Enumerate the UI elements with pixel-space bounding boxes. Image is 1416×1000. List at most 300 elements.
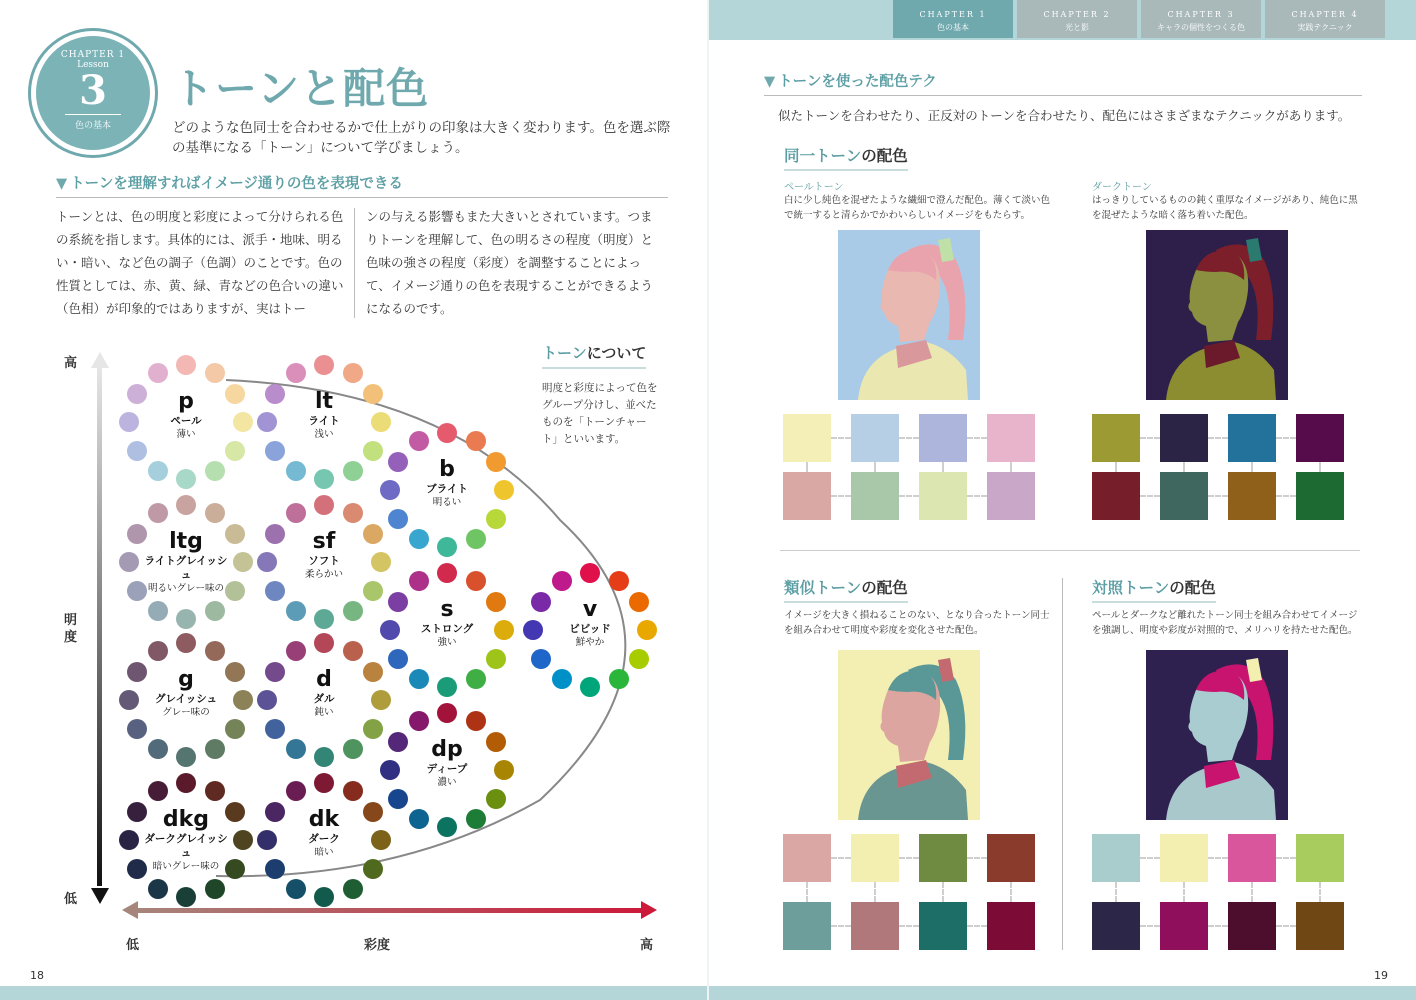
axis-x-label: 彩度	[364, 938, 391, 953]
tone-color-dot	[343, 601, 363, 621]
tone-color-dot	[466, 431, 486, 451]
tone-color-dot	[494, 760, 514, 780]
tone-color-dot	[580, 563, 600, 583]
tone-color-dot	[371, 552, 391, 572]
swatch-connector	[806, 882, 808, 902]
tone-color-dot	[314, 355, 334, 375]
tone-color-dot	[148, 739, 168, 759]
tone-name: ライト	[308, 415, 340, 427]
tone-color-dot	[371, 412, 391, 432]
dark-swatch-top-1	[1092, 414, 1140, 462]
swatch-connector	[806, 462, 808, 472]
similar-swatch-bottom-2	[851, 902, 899, 950]
brightness-axis	[90, 352, 110, 904]
tone-color-dot	[523, 620, 543, 640]
tone-color-dot	[225, 719, 245, 739]
swatch-connector	[1208, 437, 1228, 439]
tone-description: 鮮やか	[575, 637, 605, 648]
tone-color-dot	[205, 363, 225, 383]
tab-chapter-3[interactable]	[1141, 0, 1261, 38]
tone-name: ブライト	[426, 483, 468, 495]
swatch-connector	[967, 857, 987, 859]
tone-color-dot	[486, 509, 506, 529]
tone-description: 暗い	[314, 847, 334, 858]
body-column-2: ンの与える影響もまた大きいとされています。つまりトーンを理解して、色の明るさの程度（明度）と色味の強さの程度（彩度）を調整することによって、イメージ通りの色を表現することができるようになるのです。	[366, 209, 654, 316]
tone-name: ディープ	[426, 763, 468, 775]
same-tone-title-highlight: 同一トーン	[784, 147, 862, 165]
tab-chapter-label: CHAPTER 1	[919, 10, 987, 19]
pale-swatch-bottom-4	[987, 472, 1035, 520]
tone-color-dot	[233, 830, 253, 850]
tone-color-dot	[552, 571, 572, 591]
contrast-swatch-top-1	[1092, 834, 1140, 882]
contrast-swatch-bottom-1	[1092, 902, 1140, 950]
vertical-divider	[1062, 578, 1063, 950]
similar-swatch-top-1	[783, 834, 831, 882]
badge-label: 色の基本	[65, 114, 121, 131]
tone-color-dot	[388, 789, 408, 809]
page-title: トーンと配色	[172, 64, 430, 113]
tone-color-dot	[176, 773, 196, 793]
tone-color-dot	[205, 781, 225, 801]
tab-title: 色の基本	[937, 23, 969, 32]
swatch-connector	[1115, 462, 1117, 472]
tone-color-dot	[380, 480, 400, 500]
tone-color-dot	[176, 469, 196, 489]
tone-color-dot	[314, 495, 334, 515]
badge-number: 3	[79, 67, 107, 114]
tone-color-dot	[343, 641, 363, 661]
swatch-connector	[1276, 925, 1296, 927]
tone-description: 明るいグレー味の	[147, 583, 224, 594]
swatch-connector	[899, 925, 919, 927]
tone-color-dot	[437, 537, 457, 557]
tone-color-dot	[225, 441, 245, 461]
contrast-tone-illustration	[1146, 650, 1288, 820]
tone-color-dot	[388, 509, 408, 529]
tab-title: 実践テクニック	[1297, 23, 1353, 32]
dark-swatch-top-4	[1296, 414, 1344, 462]
tone-description: 柔らかい	[304, 569, 343, 580]
tone-label-lt	[278, 390, 370, 441]
axis-y-high: 高	[64, 356, 78, 371]
similar-swatch-top-3	[919, 834, 967, 882]
same-tone-title	[784, 144, 908, 171]
similar-tone-illustration	[838, 650, 980, 820]
section-heading-right	[764, 70, 1362, 96]
contrast-tone-title-highlight: 対照トーン	[1092, 579, 1170, 597]
tone-color-dot	[205, 641, 225, 661]
dark-swatch-top-3	[1228, 414, 1276, 462]
saturation-axis	[122, 900, 657, 922]
tone-color-dot	[233, 412, 253, 432]
swatch-connector	[831, 495, 851, 497]
about-title-rest: について	[586, 344, 647, 362]
tone-color-dot	[176, 633, 196, 653]
pale-tone-illustration	[838, 230, 980, 400]
tone-color-dot	[148, 879, 168, 899]
section-heading-text: トーンを使った配色テク	[778, 74, 937, 90]
tone-code: g	[178, 667, 194, 692]
tone-color-dot	[371, 690, 391, 710]
tone-color-dot	[409, 529, 429, 549]
tone-label-s	[401, 598, 493, 649]
swatch-connector	[1140, 925, 1160, 927]
pale-swatch-top-2	[851, 414, 899, 462]
contrast-tone-desc: ペールとダークなど離れたトーン同士を組み合わせてイメージを強調し、明度や彩度が対照的で、メリハリを持たせた配色。	[1092, 610, 1358, 636]
swatch-connector	[831, 857, 851, 859]
tone-color-dot	[437, 703, 457, 723]
tone-color-dot	[437, 423, 457, 443]
tone-color-dot	[314, 469, 334, 489]
dark-tone-desc: はっきりしているものの鈍く重厚なイメージがあり、純色に黒を混ぜたような暗く落ち着いた配色。	[1092, 195, 1358, 221]
tone-color-dot	[343, 461, 363, 481]
dark-tone-tag: ダークトーン	[1092, 182, 1152, 193]
swatch-connector	[942, 882, 944, 902]
tone-color-dot	[119, 552, 139, 572]
tone-name: ソフト	[308, 555, 340, 567]
tone-code: p	[178, 389, 194, 414]
lead-text: どのような色同士を合わせるかで仕上がりの印象は大きく変わります。色を選ぶ際の基準になる「トーン」について学びましょう。	[172, 120, 671, 156]
swatch-connector	[1276, 437, 1296, 439]
tone-color-dot	[343, 503, 363, 523]
tone-name: ビビッド	[569, 623, 611, 635]
pale-tone-desc: 白に少し純色を混ぜたような繊細で澄んだ配色。薄くて淡い色で統一すると清らかでかわいらしいイメージをもたらす。	[784, 195, 1051, 221]
tone-color-dot	[119, 830, 139, 850]
tone-color-dot	[466, 711, 486, 731]
tone-color-dot	[409, 669, 429, 689]
similar-tone-title	[784, 576, 908, 603]
tone-label-p	[140, 390, 232, 441]
tone-color-dot	[437, 563, 457, 583]
tone-color-dot	[119, 690, 139, 710]
swatch-connector	[1140, 495, 1160, 497]
tone-color-dot	[637, 620, 657, 640]
swatch-connector	[899, 857, 919, 859]
tone-color-dot	[314, 633, 334, 653]
pale-swatch-top-4	[987, 414, 1035, 462]
tone-color-dot	[437, 817, 457, 837]
tone-color-dot	[314, 773, 334, 793]
about-tone-body: 明度と彩度によって色をグループ分けし、並べたものを「トーンチャート」といいます。	[542, 382, 658, 445]
tone-color-dot	[257, 830, 277, 850]
chapter-tabs	[893, 0, 1389, 38]
pale-swatch-top-3	[919, 414, 967, 462]
tab-chapter-label: CHAPTER 2	[1043, 10, 1111, 19]
tone-color-dot	[257, 552, 277, 572]
tone-color-dot	[314, 609, 334, 629]
swatch-connector	[831, 437, 851, 439]
tone-label-dkg	[140, 808, 232, 873]
tone-color-dot	[205, 739, 225, 759]
dark-swatch-bottom-4	[1296, 472, 1344, 520]
tone-color-dot	[409, 571, 429, 591]
tone-code: v	[582, 597, 598, 622]
tone-name: ストロング	[420, 623, 474, 635]
tone-color-dot	[629, 649, 649, 669]
tone-color-dot	[552, 669, 572, 689]
tone-description: 暗いグレー味の	[152, 861, 220, 872]
tone-color-dot	[257, 412, 277, 432]
right-lead-text: 似たトーンを合わせたり、正反対のトーンを合わせたり、配色にはさまざまなテクニックがあります。	[778, 108, 1351, 123]
tone-code: lt	[314, 389, 334, 414]
triangle-icon: ▼	[764, 74, 776, 90]
tone-name: ダーク	[308, 833, 340, 845]
tone-color-dot	[437, 677, 457, 697]
tone-color-dot	[233, 690, 253, 710]
tone-color-dot	[494, 620, 514, 640]
tone-color-dot	[257, 690, 277, 710]
tone-color-dot	[343, 781, 363, 801]
pale-swatch-bottom-1	[783, 472, 831, 520]
tone-color-dot	[286, 781, 306, 801]
swatch-connector	[1319, 462, 1321, 472]
tone-code: ltg	[169, 529, 203, 554]
contrast-swatch-bottom-2	[1160, 902, 1208, 950]
tone-description: 鈍い	[314, 707, 334, 718]
tone-color-dot	[127, 719, 147, 739]
dark-swatch-top-2	[1160, 414, 1208, 462]
tone-label-dk	[278, 808, 370, 859]
horizontal-divider	[780, 550, 1360, 551]
tone-color-dot	[176, 609, 196, 629]
dark-swatch-bottom-2	[1160, 472, 1208, 520]
tone-name: ダークグレイッシュ	[144, 833, 228, 859]
swatch-connector	[1208, 857, 1228, 859]
contrast-swatch-bottom-3	[1228, 902, 1276, 950]
pale-swatch-top-1	[783, 414, 831, 462]
tone-color-dot	[466, 571, 486, 591]
body-column-1: トーンとは、色の明度と彩度によって分けられる色の系統を指します。具体的には、派手・地味、明るい・暗い、など色の調子（色調）のことです。色の性質としては、赤、黄、緑、青などの色合いの違い（色相）が印象的ではありますが、実はトー	[56, 209, 344, 316]
swatch-connector	[1183, 462, 1185, 472]
tone-color-dot	[265, 719, 285, 739]
swatch-connector	[874, 882, 876, 902]
dark-swatch-bottom-3	[1228, 472, 1276, 520]
tone-color-dot	[363, 581, 383, 601]
axis-x-high: 高	[640, 938, 654, 953]
tone-code: dp	[431, 737, 463, 762]
tone-color-dot	[148, 461, 168, 481]
tone-color-dot	[148, 601, 168, 621]
tone-color-dot	[205, 461, 225, 481]
tone-color-dot	[205, 503, 225, 523]
tone-label-g	[140, 668, 232, 719]
tab-chapter-label: CHAPTER 4	[1291, 10, 1359, 19]
tone-color-dot	[233, 552, 253, 572]
tone-code: sf	[312, 529, 336, 554]
tone-color-dot	[388, 649, 408, 669]
similar-swatch-bottom-3	[919, 902, 967, 950]
pale-tone-tag: ペールトーン	[784, 182, 844, 193]
contrast-swatch-top-4	[1296, 834, 1344, 882]
tone-color-dot	[265, 441, 285, 461]
swatch-connector	[967, 925, 987, 927]
tab-title: 光と影	[1065, 23, 1089, 32]
same-tone-title-rest: の配色	[861, 147, 908, 165]
about-tone-title	[542, 342, 646, 369]
tone-color-dot	[494, 480, 514, 500]
tone-color-dot	[380, 760, 400, 780]
similar-swatch-top-2	[851, 834, 899, 882]
similar-swatch-top-4	[987, 834, 1035, 882]
swatch-connector	[967, 437, 987, 439]
similar-tone-title-highlight: 類似トーン	[784, 579, 862, 597]
contrast-tone-title	[1092, 576, 1216, 603]
tone-code: dk	[308, 807, 340, 832]
tab-title: キャラの個性をつくる色	[1157, 23, 1245, 32]
page-number-right: 19	[1374, 969, 1388, 982]
tone-color-dot	[119, 412, 139, 432]
tone-name: ダル	[313, 693, 335, 705]
swatch-connector	[1251, 882, 1253, 902]
tone-label-b	[401, 458, 493, 509]
tone-color-dot	[314, 747, 334, 767]
tone-color-dot	[363, 441, 383, 461]
swatch-connector	[1319, 882, 1321, 902]
contrast-swatch-top-2	[1160, 834, 1208, 882]
tone-code: dkg	[162, 807, 210, 832]
tone-label-sf	[278, 530, 370, 581]
tone-description: 強い	[437, 637, 457, 648]
axis-arrow-down-icon	[91, 888, 109, 904]
tone-color-dot	[580, 677, 600, 697]
swatch-connector	[1208, 925, 1228, 927]
similar-swatch-bottom-1	[783, 902, 831, 950]
contrast-swatch-top-3	[1228, 834, 1276, 882]
about-title-highlight: トーン	[542, 344, 587, 362]
tab-chapter-4[interactable]	[1265, 0, 1385, 38]
pale-swatch-bottom-3	[919, 472, 967, 520]
pale-swatch-bottom-2	[851, 472, 899, 520]
tone-color-dot	[466, 529, 486, 549]
tone-color-dot	[371, 830, 391, 850]
tone-code: s	[440, 597, 454, 622]
tone-color-dot	[286, 461, 306, 481]
tone-color-dot	[466, 809, 486, 829]
tone-color-dot	[343, 363, 363, 383]
tone-color-dot	[486, 789, 506, 809]
tone-color-dot	[176, 747, 196, 767]
swatch-connector	[1140, 857, 1160, 859]
tone-color-dot	[286, 503, 306, 523]
tone-description: 明るい	[432, 497, 462, 508]
triangle-icon: ▼	[56, 176, 68, 192]
tone-color-dot	[176, 495, 196, 515]
swatch-connector	[874, 462, 876, 472]
tone-description: 浅い	[314, 429, 334, 440]
swatch-connector	[1208, 495, 1228, 497]
axis-arrow-right-icon	[641, 901, 657, 919]
tone-color-dot	[363, 719, 383, 739]
contrast-swatch-bottom-4	[1296, 902, 1344, 950]
swatch-connector	[1276, 495, 1296, 497]
tone-label-ltg	[140, 530, 232, 595]
brightness-axis-bar	[97, 366, 102, 886]
similar-tone-title-rest: の配色	[861, 579, 908, 597]
tone-code: d	[316, 667, 332, 692]
dark-tone-illustration	[1146, 230, 1288, 400]
tab-chapter-label: CHAPTER 3	[1167, 10, 1235, 19]
tone-color-dot	[286, 363, 306, 383]
swatch-connector	[1010, 882, 1012, 902]
tone-color-dot	[363, 859, 383, 879]
contrast-tone-title-rest: の配色	[1169, 579, 1216, 597]
dark-swatch-bottom-1	[1092, 472, 1140, 520]
badge-lesson: Lesson	[77, 60, 109, 70]
tone-color-dot	[148, 363, 168, 383]
swatch-connector	[1183, 882, 1185, 902]
tone-color-dot	[286, 739, 306, 759]
swatch-connector	[967, 495, 987, 497]
swatch-connector	[899, 495, 919, 497]
page-number-left: 18	[30, 969, 44, 982]
tone-color-dot	[409, 431, 429, 451]
tone-color-dot	[148, 641, 168, 661]
tone-color-dot	[380, 620, 400, 640]
tone-color-dot	[531, 649, 551, 669]
tone-color-dot	[127, 441, 147, 461]
tone-code: b	[439, 457, 455, 482]
tone-color-dot	[343, 879, 363, 899]
tone-color-dot	[609, 669, 629, 689]
similar-swatch-bottom-4	[987, 902, 1035, 950]
tone-color-dot	[286, 879, 306, 899]
tab-chapter-1[interactable]	[893, 0, 1013, 38]
swatch-connector	[1251, 462, 1253, 472]
tone-color-dot	[486, 649, 506, 669]
swatch-connector	[899, 437, 919, 439]
tone-description: 濃い	[437, 777, 457, 788]
tone-color-dot	[409, 809, 429, 829]
similar-tone-desc: イメージを大きく損ねることのない、となり合ったトーン同士を組み合わせて明度や彩度を変化させた配色。	[784, 610, 1050, 636]
tone-description: 薄い	[176, 429, 196, 440]
tone-color-dot	[466, 669, 486, 689]
tone-color-dot	[148, 781, 168, 801]
swatch-connector	[831, 925, 851, 927]
swatch-connector	[1276, 857, 1296, 859]
tone-name: ライトグレイッシュ	[144, 555, 228, 581]
tone-label-v	[544, 598, 636, 649]
tone-color-dot	[265, 859, 285, 879]
tone-label-d	[278, 668, 370, 719]
badge-chapter: CHAPTER 1	[60, 50, 126, 60]
tone-name: グレイッシュ	[154, 693, 218, 705]
tone-label-dp	[401, 738, 493, 789]
tab-chapter-2[interactable]	[1017, 0, 1137, 38]
tone-description: グレー味の	[162, 707, 210, 718]
swatch-connector	[942, 462, 944, 472]
tone-color-dot	[265, 581, 285, 601]
tone-color-dot	[286, 601, 306, 621]
swatch-connector	[1140, 437, 1160, 439]
axis-x-low: 低	[126, 938, 140, 953]
axis-y-low: 低	[64, 892, 78, 907]
tone-name: ペール	[170, 415, 202, 427]
tone-color-dot	[148, 503, 168, 523]
tone-color-dot	[409, 711, 429, 731]
swatch-connector	[1115, 882, 1117, 902]
tone-color-dot	[205, 601, 225, 621]
section-heading-text: トーンを理解すればイメージ通りの色を表現できる	[70, 176, 403, 192]
swatch-connector	[1010, 462, 1012, 472]
tone-color-dot	[286, 641, 306, 661]
tone-color-dot	[609, 571, 629, 591]
tone-color-dot	[205, 879, 225, 899]
axis-y-label: 明度	[64, 613, 78, 645]
tone-color-dot	[176, 355, 196, 375]
saturation-axis-bar	[136, 908, 644, 913]
tone-color-dot	[343, 739, 363, 759]
